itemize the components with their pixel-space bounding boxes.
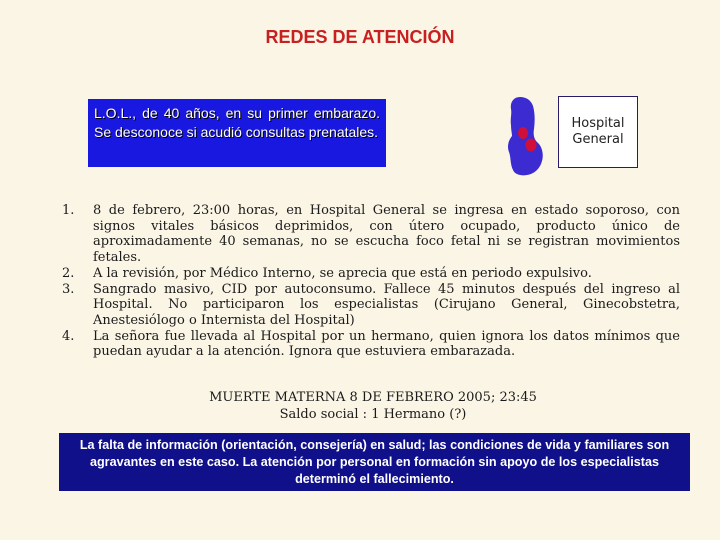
event-item [62,329,680,360]
pregnant-woman-icon [500,95,550,177]
hospital-label-line2: General [572,132,624,147]
hospital-label-line1: Hospital [571,116,625,131]
case-summary-box: L.O.L., de 40 años, en su primer embarazo. Se desconoce si acudió consultas prenatales. [88,99,386,167]
slide-title: REDES DE ATENCIÓN [265,27,455,47]
hospital-box [558,96,638,168]
event-item [62,203,680,266]
social-balance-line: Saldo social : 1 Hermano (?) [279,407,467,422]
event-text: 8 de febrero, 23:00 horas, en Hospital General se ingresa en estado soporoso, con signos vitales básicos deprimidos, con útero ocupado, producto único de aproximadamente 40 semanas, no se escucha foco fetal ni se registran movimientos fetales. [93,203,680,266]
event-number: 4. [62,328,75,344]
event-number: 1. [62,203,75,218]
death-date-line: MUERTE MATERNA 8 DE FEBRERO 2005; 23:45 [209,390,537,405]
event-number: 2. [62,265,75,281]
event-text: La señora fue llevada al Hospital por un hermano, quien ignora los datos mínimos que puedan ayudar a la atención. Ignora que estuviera embarazada. [93,328,680,360]
event-number: 3. [62,281,75,297]
event-text: Sangrado masivo, CID por autoconsumo. Fallece 45 minutos después del ingreso al Hospital. No participaron los especialistas (Cirujano General, Ginecobstetra, Anestesiólogo o Internista del Hospital) [93,281,680,328]
pregnancy-marker-lower [526,139,537,152]
event-text: A la revisión, por Médico Interno, se aprecia que está en periodo expulsivo. [93,265,592,281]
pregnancy-marker-upper [518,127,528,139]
death-summary [0,389,720,423]
event-list [62,203,680,360]
event-item [62,266,680,282]
conclusion-box: La falta de información (orientación, consejería) en salud; las condiciones de vida y familiares son agravantes en este caso. La atención por personal en formación sin apoyo de los especialistas determinó el fallecimiento. [59,433,690,491]
event-item [62,282,680,329]
